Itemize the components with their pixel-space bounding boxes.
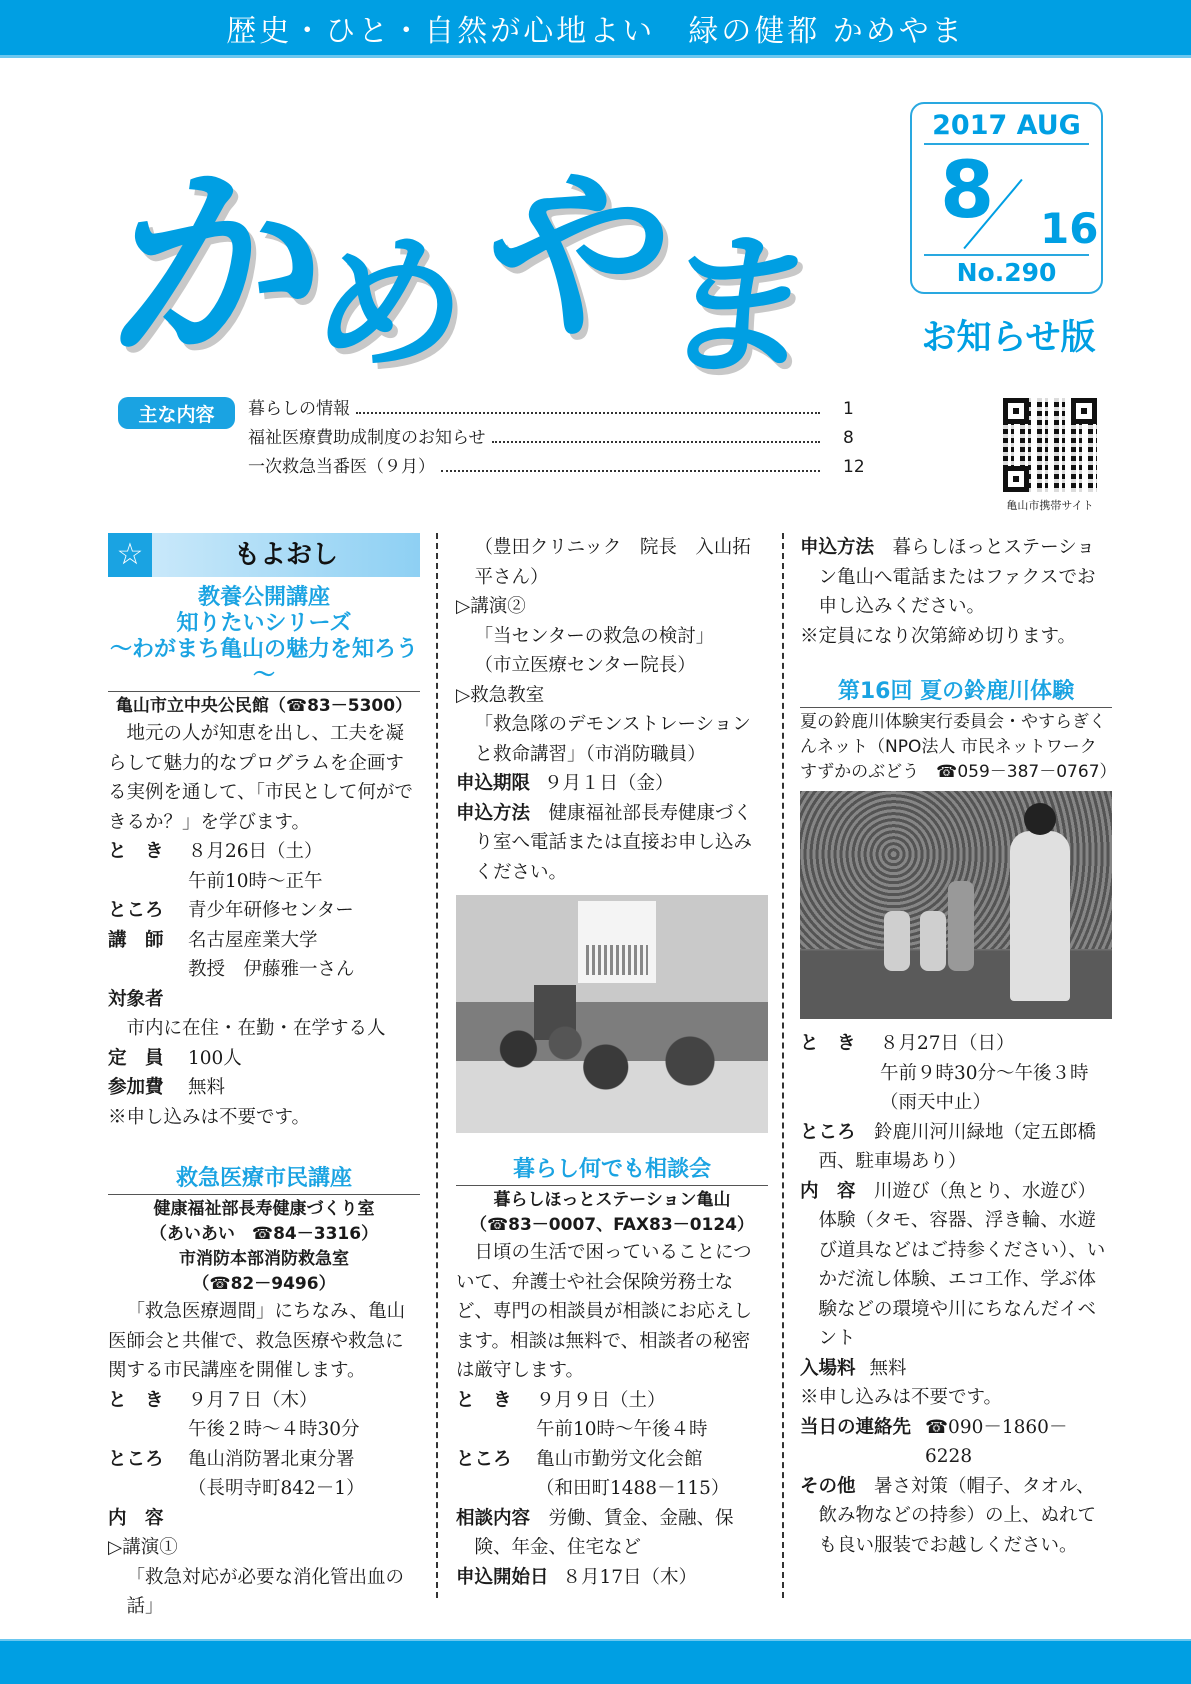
toc-leader xyxy=(492,441,821,443)
field-label: 入場料 xyxy=(800,1357,856,1379)
slogan-text: 歴史・ひと・自然が心地よい 緑の健都 かめやま xyxy=(226,13,965,49)
field-value: （和田町1488－115） xyxy=(536,1478,730,1499)
issue-day: 16 xyxy=(1040,204,1099,253)
lecture-photo xyxy=(456,895,768,1133)
toc-leader xyxy=(441,470,820,472)
field-label: 申込方法 xyxy=(800,537,875,558)
logo-char: ま xyxy=(648,216,829,397)
star-mascot-icon: ☆ xyxy=(108,533,152,577)
article-organizer: 暮らしほっとステーション亀山 （☎83－0007、FAX83－0124） xyxy=(469,1190,755,1235)
article-organizer: 亀山市立中央公民館（☎83－5300） xyxy=(115,696,413,716)
title-rule xyxy=(800,707,1112,708)
field-label: と き xyxy=(108,1389,164,1411)
qr-code-icon[interactable] xyxy=(1003,398,1097,492)
toc-page: 12 xyxy=(843,457,865,477)
field-value: 亀山消防署北東分署 xyxy=(188,1448,355,1470)
field-value: 青少年研修センター xyxy=(188,900,354,921)
column-2 xyxy=(456,533,768,1592)
qr-finder xyxy=(1071,398,1097,424)
title-rule xyxy=(456,1185,768,1186)
title-rule xyxy=(108,1194,420,1195)
article-organizer: 夏の鈴鹿川体験実行委員会・やすらぎくんネット（NPO法人 市民ネットワークすずかのぶどう ☎059－387－0767） xyxy=(800,712,1117,782)
article-body: 「救急医療週間」にちなみ、亀山医師会と共催で、救急医療や救急に関する市民講座を開催します。 xyxy=(108,1301,406,1381)
field-label: 申込期限 xyxy=(456,773,531,794)
logo-char: め xyxy=(303,218,479,392)
toc-title: 一次救急当番医（９月） xyxy=(248,457,435,477)
toc-item[interactable] xyxy=(248,394,852,423)
masthead-logo xyxy=(98,88,858,397)
field-value: 暑さ対策（帽子、タオル、飲み物などの持参）の上、ぬれても良い服装でお越しください。 xyxy=(818,1475,1097,1556)
field-value: 労働、賃金、金融、保険、年金、住宅など xyxy=(474,1507,734,1558)
field-value: ９月９日（土） xyxy=(536,1389,666,1411)
title-rule xyxy=(108,691,420,692)
field-label: 講 師 xyxy=(108,929,164,951)
column-3 xyxy=(800,533,1117,1560)
article-organizer: 健康福祉部長寿健康づくり室 （あいあい ☎84－3316） 市消防本部消防救急室 （☎82－9496） xyxy=(149,1199,379,1294)
slogan-band xyxy=(0,0,1191,58)
lecture-title: 「当センターの救急の検討」 xyxy=(474,625,715,647)
lecture-title: 「救急隊のデモンストレーションと救命講習」（市消防職員） xyxy=(474,714,751,765)
field-value: 川遊び（魚とり、水遊び）体験（タモ、容器、浮き輪、水遊び道具などはご持参ください）、いかだ流し体験、エコ工作、学ぶ体験などの環境や川にちなんだイベント xyxy=(818,1180,1106,1349)
field-value: 午後２時～４時30分 xyxy=(188,1419,360,1440)
edition-label: お知らせ版 xyxy=(921,318,1096,358)
footer-band xyxy=(0,1639,1191,1684)
field-value: 100人 xyxy=(188,1047,242,1069)
field-label: ところ xyxy=(800,1121,856,1143)
article-body: 日頃の生活で困っていることについて、弁護士や社会保険労務士など、専門の相談員が相談にお応えします。相談は無料で、相談者の秘密は厳守します。 xyxy=(456,1242,753,1381)
toc-page: 1 xyxy=(843,399,854,419)
toc-item[interactable] xyxy=(248,452,865,481)
article-title: 教養公開講座 知りたいシリーズ ～わがまち亀山の魅力を知ろう～ xyxy=(109,585,418,688)
article-note: ※申し込みは不要です。 xyxy=(108,1106,311,1128)
section-title: もよおし xyxy=(233,540,338,570)
field-label: ところ xyxy=(456,1448,512,1470)
qr-finder xyxy=(1003,398,1029,424)
lecture-item: ▷救急教室 xyxy=(456,684,545,706)
phone-number: ☎090－1860－6228 xyxy=(925,1416,1068,1467)
river-photo xyxy=(800,791,1112,1019)
field-label: 相談内容 xyxy=(456,1507,531,1529)
field-value: ８月27日（日） xyxy=(880,1033,1015,1054)
column-1 xyxy=(108,533,420,1622)
issue-month: 8 xyxy=(940,146,995,236)
column-divider xyxy=(782,533,784,1598)
field-value: 健康福祉部長寿健康づくり室へ電話または直接お申し込みください。 xyxy=(474,802,753,883)
field-label: 参加費 xyxy=(108,1077,164,1098)
article-note: ※定員になり次第締め切ります。 xyxy=(800,625,1077,647)
field-label: 当日の連絡先 xyxy=(800,1416,912,1438)
qr-label: 亀山市携帯サイト xyxy=(1006,499,1094,512)
field-label: 申込開始日 xyxy=(456,1566,549,1588)
article-note: ※申し込みは不要です。 xyxy=(800,1387,1003,1408)
field-value: ９月１日（金） xyxy=(544,773,674,794)
article-title: 救急医療市民講座 xyxy=(175,1166,352,1191)
field-value: 暮らしほっとステーション亀山へ電話またはファクスでお申し込みください。 xyxy=(818,537,1096,617)
field-label: ところ xyxy=(108,900,164,921)
field-label: と き xyxy=(108,841,164,862)
field-value: 午前10時～正午 xyxy=(188,870,323,892)
field-value: 無料 xyxy=(869,1357,907,1379)
article-title: 暮らし何でも相談会 xyxy=(512,1157,711,1182)
field-value: ９月７日（木） xyxy=(188,1389,318,1411)
field-value: 午前10時～午後４時 xyxy=(536,1419,708,1440)
field-label: と き xyxy=(456,1389,512,1411)
contents-badge: 主な内容 xyxy=(118,397,235,429)
table-of-contents xyxy=(248,394,865,481)
toc-title: 暮らしの情報 xyxy=(248,399,350,419)
field-value: 市内に在住・在勤・在学する人 xyxy=(126,1018,386,1039)
lecture-item: ▷講演② xyxy=(456,596,526,617)
field-value: （長明寺町842－1） xyxy=(188,1478,365,1499)
toc-item[interactable] xyxy=(248,423,852,452)
issue-year-month: 2017 AUG xyxy=(924,110,1089,145)
toc-page: 8 xyxy=(843,428,854,448)
article-title: 第16回 夏の鈴鹿川体験 xyxy=(837,679,1075,704)
lecture-speaker: （豊田クリニック 院長 入山拓平さん） xyxy=(474,537,751,588)
field-label: 内 容 xyxy=(108,1507,164,1529)
field-label: 対象者 xyxy=(108,988,164,1010)
lecture-item: ▷講演① xyxy=(108,1537,178,1558)
toc-title: 福祉医療費助成制度のお知らせ xyxy=(248,428,486,448)
toc-leader xyxy=(356,412,820,414)
field-label: その他 xyxy=(800,1475,856,1497)
field-value: （雨天中止） xyxy=(880,1092,992,1113)
column-divider xyxy=(436,533,438,1598)
lecture-speaker: （市立医療センター院長） xyxy=(474,655,696,676)
field-value: ８月17日（木） xyxy=(562,1566,698,1588)
qr-finder xyxy=(1003,466,1029,492)
lecture-title: 「救急対応が必要な消化管出血の話」 xyxy=(126,1566,405,1617)
field-value: 名古屋産業大学 xyxy=(188,929,318,951)
field-value: ８月26日（土） xyxy=(188,841,323,862)
field-value: 教授 伊藤雅一さん xyxy=(188,959,355,980)
field-label: と き xyxy=(800,1033,856,1054)
field-value: 亀山市勤労文化会館 xyxy=(536,1448,703,1470)
field-label: 定 員 xyxy=(108,1047,164,1069)
field-label: 申込方法 xyxy=(456,802,531,824)
field-label: ところ xyxy=(108,1448,164,1470)
logo-char: か xyxy=(98,144,343,389)
article-body: 地元の人が知恵を出し、工夫を凝らして魅力的なプログラムを企画する実例を通して、「市民として何ができるか？」を学びます。 xyxy=(108,723,413,833)
field-value: 無料 xyxy=(188,1077,226,1098)
field-label: 内 容 xyxy=(800,1180,856,1202)
issue-number: No.290 xyxy=(924,254,1089,287)
logo-char: や xyxy=(470,149,686,365)
field-value: 午前９時30分～午後３時 xyxy=(880,1062,1089,1084)
field-value: 鈴鹿川河川緑地（定五郎橋西、駐車場あり） xyxy=(818,1121,1097,1172)
section-header xyxy=(108,533,420,577)
issue-date-box xyxy=(910,102,1103,294)
